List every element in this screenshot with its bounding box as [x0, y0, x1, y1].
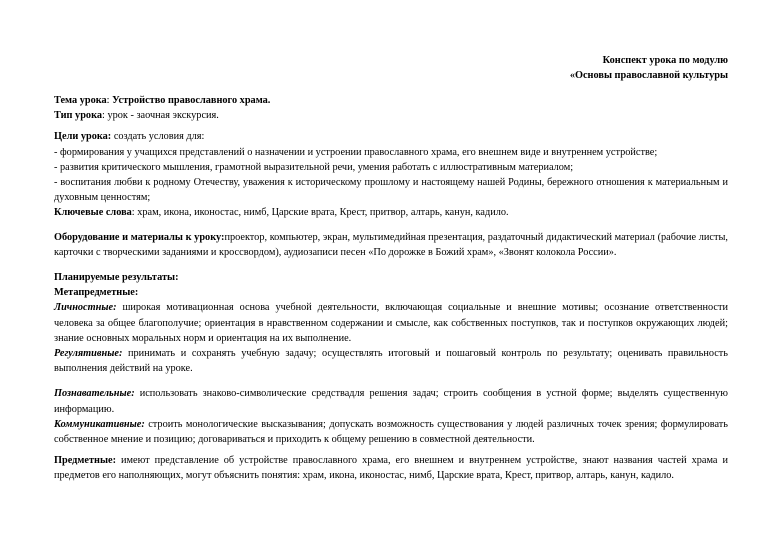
lesson-topic-separator: :	[106, 95, 113, 106]
header-line-2: «Основы православной культуры	[569, 70, 728, 81]
personal-label: Личностные:	[54, 302, 117, 314]
lesson-goals-label: Цели урока:	[54, 131, 112, 143]
communicative-label: Коммуникативные:	[54, 418, 145, 430]
document-header	[54, 53, 728, 83]
subject-value: имеют представление об устройстве православного храма, его внешнем и внутреннем устройстве, знают названия частей храма и предметов его наполняющих, могут объяснить понятия: храм, икона, иконостас, нимб, Царские врата, Крест, притвор, алтарь, канун, кадило.	[54, 455, 728, 482]
communicative-results	[54, 417, 728, 447]
keywords	[54, 205, 728, 220]
cognitive-label: Познавательные:	[54, 388, 135, 400]
header-line-1: Конспект урока по модулю	[602, 55, 728, 66]
cognitive-value: использовать знаково-символические средствадля решения задач; строить сообщения в устной форме; выделять существенную информацию.	[54, 388, 728, 415]
equipment-value: проектор, компьютер, экран, мультимедийная презентация, раздаточный дидактический материал (рабочие листы, карточки с творческими заданиями и кроссвордом), аудиозаписи песен «По дорожке в Божий храм», «Звонят колокола России».	[54, 231, 728, 258]
keywords-label: Ключевые слова	[54, 207, 132, 219]
lesson-type-label: Тип урока	[54, 110, 102, 122]
results-heading: Планируемые результаты:	[54, 272, 179, 284]
lesson-topic-label: Тема урока	[54, 95, 107, 106]
personal-results	[54, 300, 728, 346]
communicative-value: строить монологические высказывания; допускать возможность существования у людей различных точек зрения; формулировать собственное мнение и позицию; договариваться и приходить к общему решению в совместной деятельности.	[54, 418, 728, 446]
regulatory-results	[54, 346, 728, 376]
regulatory-value: принимать и сохранять учебную задачу; осуществлять итоговый и пошаговый контроль по результату; оценивать правильность выполнения действий на уроке.	[54, 348, 728, 375]
goal-item: - формирования у учащихся представлений о назначении и устроении православного храма, его внешнем виде и внутреннем устройстве;	[54, 146, 658, 158]
lesson-topic	[54, 93, 728, 108]
keywords-value: : храм, икона, иконостас, нимб, Царские врата, Крест, притвор, алтарь, канун, кадило.	[131, 207, 509, 219]
lesson-type	[54, 108, 728, 123]
goal-item: - воспитания любви к родному Отечеству, уважения к историческому прошлому и настоящему нашей Родины, бережного отношения к материальным и духовным ценностям;	[54, 177, 728, 204]
personal-value: широкая мотивационная основа учебной деятельности, включающая социальные и внешние мотивы; осознание ответственности человека за общее благополучие; ориентация в нравственном содержании и смысле, как собственных поступков, так и поступков окружающих людей; знание основных моральных норм и ориентация на их выполнение.	[54, 302, 728, 344]
lesson-goals	[54, 129, 728, 144]
lesson-type-separator: :	[102, 110, 108, 122]
cognitive-results	[54, 386, 728, 416]
lesson-topic-value: Устройство православного храма.	[112, 95, 271, 106]
lesson-type-value: урок - заочная экскурсия.	[107, 110, 219, 122]
equipment	[54, 230, 728, 260]
meta-heading: Метапредметные:	[54, 287, 139, 299]
subject-label: Предметные:	[54, 455, 116, 467]
subject-results	[54, 453, 728, 483]
regulatory-label: Регулятивные:	[54, 348, 123, 360]
equipment-label: Оборудование и материалы к уроку:	[54, 231, 225, 243]
lesson-goals-intro: создать условия для:	[111, 131, 205, 143]
goal-item: - развития критического мышления, грамотной выразительной речи, умения работать с иллюстративным материалом;	[54, 161, 574, 173]
